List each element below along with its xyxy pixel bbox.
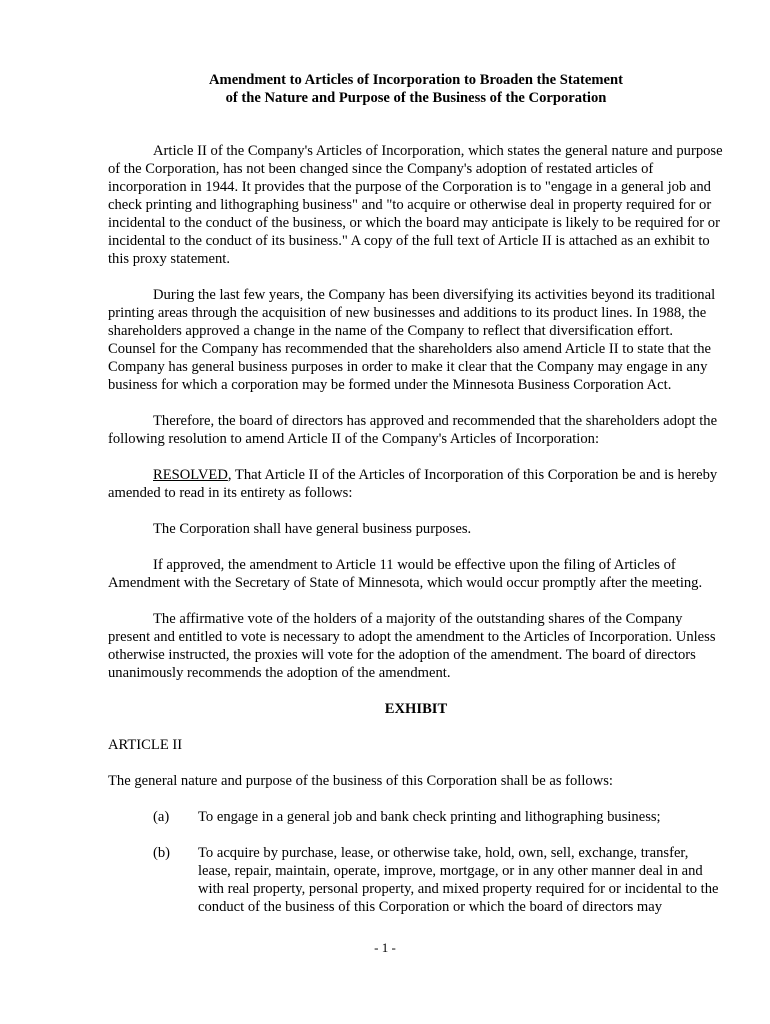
paragraph-vote-required: The affirmative vote of the holders of a majority of the outstanding shares of the Company present and entitled to vote is necessary to adopt the amendment to the Articles of Incorporation. Unless otherwise instructed, the proxies will vote for the adoption of the amendment. The board of directors unanimously recommends the adoption of the amendment. — [108, 611, 716, 681]
paragraph-diversification: During the last few years, the Company has been diversifying its activities beyond its traditional printing areas through the acquisition of new businesses and additions to its product lines. In 1988, the shareholders approved a change in the name of the Company to reflect that diversification effort. Counsel for the Company has recommended that the shareholders also amend Article II to state that the Company has general business purposes in order to make it clear that the Company may engage in any business for which a corporation may be formed under the Minnesota Business Corporation Act. — [108, 287, 716, 393]
list-item-label: (b) — [153, 845, 171, 861]
list-item-text: To engage in a general job and bank check printing and lithographing business; — [198, 809, 661, 825]
exhibit-intro: The general nature and purpose of the business of this Corporation shall be as follows: — [108, 773, 613, 789]
title-line-1: Amendment to Articles of Incorporation to Broaden the Statement — [209, 72, 623, 88]
paragraph-effective-date: If approved, the amendment to Article 11 would be effective upon the filing of Articles of Amendment with the Secretary of State of Minnesota, which would occur promptly after the meeting. — [108, 557, 703, 591]
page-number: - 1 - — [374, 940, 396, 955]
list-item-text: To acquire by purchase, lease, or otherwise take, hold, own, sell, exchange, transfer, lease, repair, maintain, operate, improve, mortgage, or in any other manner deal in and with real property, personal property, and mixed property required for or incidental to the conduct of the business of this Corporation or which the board of directors may — [198, 845, 719, 915]
resolved-text: , That Article II of the Articles of Incorporation of this Corporation be and is hereby amended to read in its entirety as follows: — [108, 467, 718, 501]
exhibit-list-item — [108, 844, 724, 916]
title-line-2: of the Nature and Purpose of the Business of the Corporation — [225, 90, 607, 106]
exhibit-article-heading: ARTICLE II — [108, 737, 183, 753]
paragraph-board-approval: Therefore, the board of directors has approved and recommended that the shareholders adopt the following resolution to amend Article II of the Company's Articles of Incorporation: — [108, 413, 718, 447]
list-item-label: (a) — [153, 809, 170, 825]
document-title — [108, 71, 724, 107]
document-body — [108, 142, 724, 934]
exhibit-heading: EXHIBIT — [384, 701, 448, 717]
resolved-keyword: RESOLVED — [153, 467, 228, 483]
paragraph-resolution — [108, 466, 724, 502]
exhibit-list-item — [108, 808, 724, 826]
paragraph-general-purposes: The Corporation shall have general business purposes. — [153, 521, 472, 537]
paragraph-article-ii-intro: Article II of the Company's Articles of Incorporation, which states the general nature and purpose of the Corporation, has not been changed since the Company's adoption of restated articles of incorporation in 1944. It provides that the purpose of the Corporation is to "engage in a general job and check printing and lithographing business" and "to acquire or otherwise deal in property required for or incidental to the conduct of the business, or which the board may anticipate is likely to be required for or incidental to the conduct of its business." A copy of the full text of Article II is attached as an exhibit to this proxy statement. — [108, 143, 723, 267]
